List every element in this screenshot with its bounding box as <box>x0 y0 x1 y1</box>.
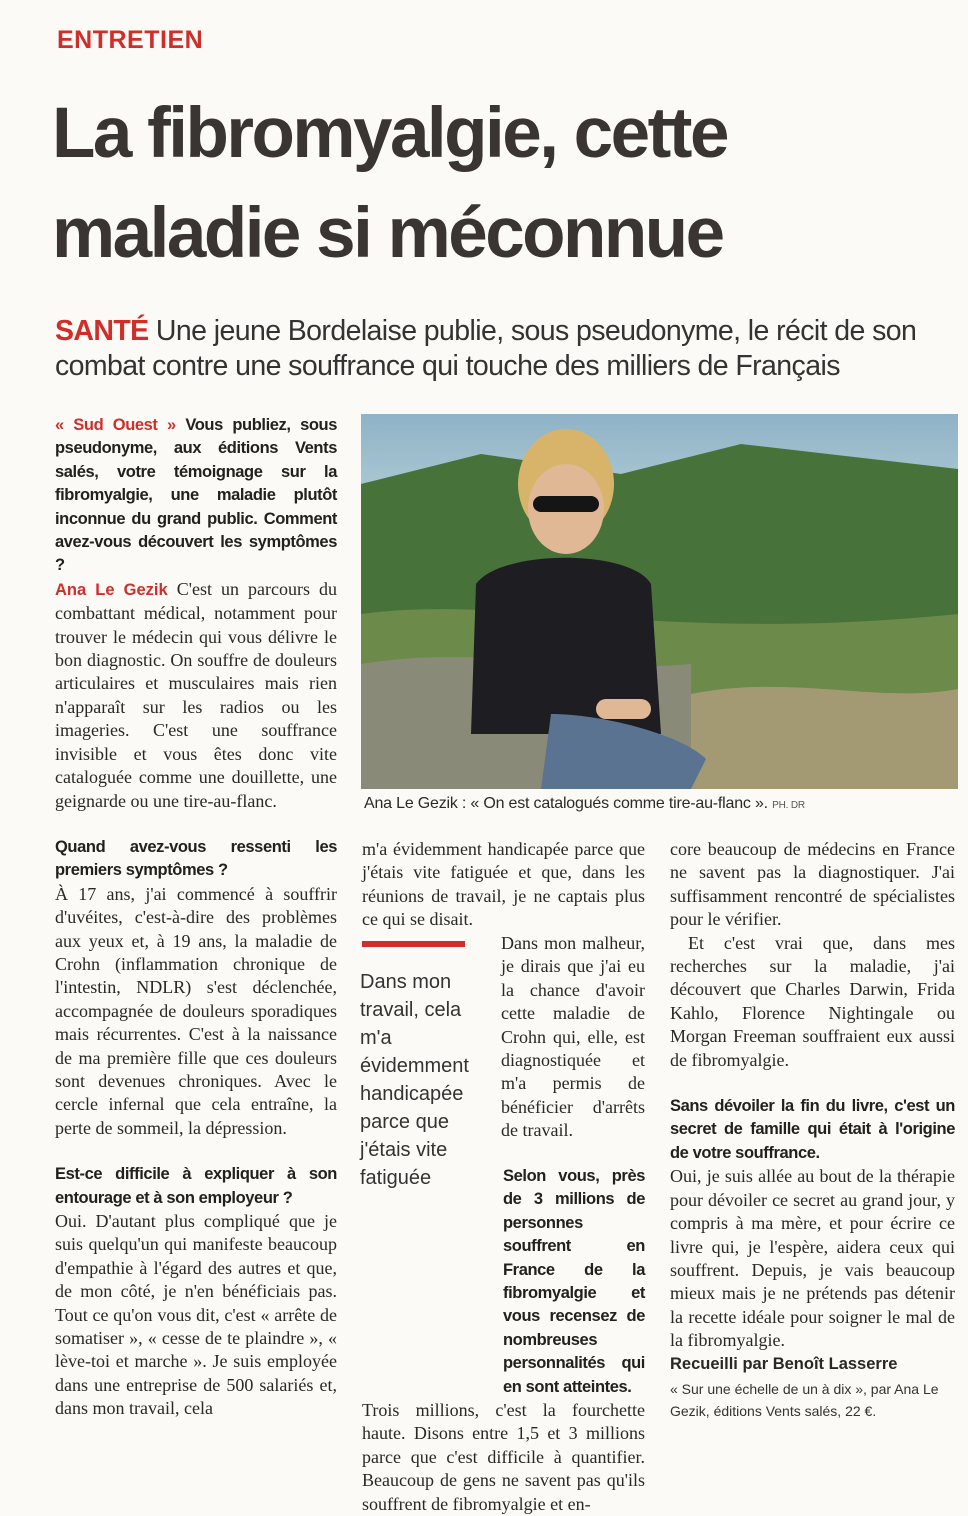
headline-line-2: maladie si méconnue <box>52 194 723 273</box>
photo-caption <box>364 795 805 813</box>
pull-quote-rule <box>362 941 465 947</box>
interviewee-label: Ana Le Gezik <box>55 580 168 599</box>
answer-3: Oui. D'autant plus compliqué que je suis quelqu'un qui manifeste beaucoup d'empathie à l'égard des autres et que, de mon côté, je n'en bénéficiais pas. Tout ce qu'on vous dit, c'est « arrête de somatiser », « cesse de te plaindre », « lève-toi et marche ». Je suis employée dans une entreprise de 500 salariés et, dans mon travail, cela <box>55 1211 337 1419</box>
pull-quote: Dans mon travail, cela m'a évidemment handicapée parce que j'étais vite fatiguée <box>360 971 469 1189</box>
question-4: Selon vous, près de 3 millions de personnes souffrent en France de la fibromyalgie et vous recensez de nombreuses personnalités qui en sont atteintes. <box>503 1167 645 1396</box>
headline-line-1: La fibromyalgie, cette <box>52 94 727 173</box>
answer-2: À 17 ans, j'ai commencé à souffrir d'uvéites, c'est-à-dire des problèmes aux yeux et, à 19 ans, la maladie de Crohn (inflammation chronique de l'intestin, NDLR) s'est déclenchée, accompagnée de douleurs sporadiques mais récurrentes. C'est à la naissance de ma première fille que ces douleurs sont devenues chroniques. Avec le cercle infernal que cela entraîne, la perte de sommeil, la dépression. <box>55 883 337 1138</box>
column-3-paragraph-2: Et c'est vrai que, dans mes recherches sur la maladie, j'ai découvert que Charles Darwin, Frida Kahlo, Florence Nightingale ou Morgan Freeman souffraient eux aussi de fibromyalgie. <box>670 932 955 1070</box>
column-3-top: core beaucoup de médecins en France ne savent pas la diagnostiquer. J'ai suffisamment rencontré de spécialistes pour le vérifier. <box>670 839 955 930</box>
question-2: Quand avez-vous ressenti les premiers symptômes ? <box>55 837 337 880</box>
caption-text: Ana Le Gezik : « On est catalogués comme tire-au-flanc ». <box>364 795 768 812</box>
answer-4: Trois millions, c'est la fourchette haute. Disons entre 1,5 et 3 millions parce que c'est difficile à quantifier. Beaucoup de gens ne savent pas qu'ils souffrent de fibromyalgie et en- <box>362 1400 645 1514</box>
answer-1 <box>55 578 337 813</box>
answer-1-text: C'est un parcours du combattant médical, notamment pour trouver le médecin qui vous délivre le bon diagnostic. On souffre de douleurs articulaires et musculaires mais rien n'apparaît sur les radios ou les imageries. C'est une souffrance invisible et vous êtes donc vite cataloguée comme une douillette, une geignarde ou une tire-au-flanc. <box>55 578 337 811</box>
headline <box>52 84 957 284</box>
column-2-top: m'a évidemment handicapée parce que j'étais vite fatiguée et que, dans les réunions de travail, je ne captais plus ce qui se disait. <box>362 839 645 930</box>
column-3 <box>670 838 955 1376</box>
answer-5: Oui, je suis allée au bout de la thérapie pour dévoiler ce secret au grand jour, y compris à ma mère, et pour écrire ce livre qui, je l'espère, aidera ceux qui souffrent. Depuis, je vais beaucoup mieux mais je ne prétends pas détenir la recette idéale pour soigner le mal de la fibromyalgie. <box>670 1166 955 1351</box>
section-kicker: ENTRETIEN <box>57 26 204 54</box>
deck-label: SANTÉ <box>55 315 149 347</box>
column-1 <box>55 414 337 1421</box>
photo-credit: PH. DR <box>772 800 805 811</box>
byline: Recueilli par Benoît Lasserre <box>670 1354 898 1373</box>
question-5: Sans dévoiler la fin du livre, c'est un secret de famille qui était à l'origine de votre souffrance. <box>670 1097 955 1162</box>
question-3: Est-ce difficile à expliquer à son entourage et à son employeur ? <box>55 1165 337 1207</box>
question-1 <box>55 414 337 578</box>
interviewer-label: « Sud Ouest » <box>55 416 176 434</box>
question-1-text: Vous publiez, sous pseudonyme, aux éditions Vents salés, votre témoignage sur la fibromyalgie, une maladie plutôt inconnue du grand public. Comment avez-vous découvert les symptômes ? <box>55 416 337 575</box>
column-2-bottom <box>362 1165 645 1516</box>
deck <box>55 314 960 384</box>
landscape-illustration <box>361 414 958 789</box>
column-2-side: Dans mon malheur, je dirais que j'ai eu la chance d'avoir cette maladie de Crohn qui, elle, est diagnostiquée et m'a permis de bénéficier d'arrêts de travail. <box>501 933 645 1141</box>
portrait-photo <box>361 414 958 789</box>
deck-text: Une jeune Bordelaise publie, sous pseudonyme, le récit de son combat contre une souffrance qui touche des milliers de Français <box>55 315 917 382</box>
book-reference: « Sur une échelle de un à dix », par Ana Le Gezik, éditions Vents salés, 22 €. <box>670 1381 939 1419</box>
